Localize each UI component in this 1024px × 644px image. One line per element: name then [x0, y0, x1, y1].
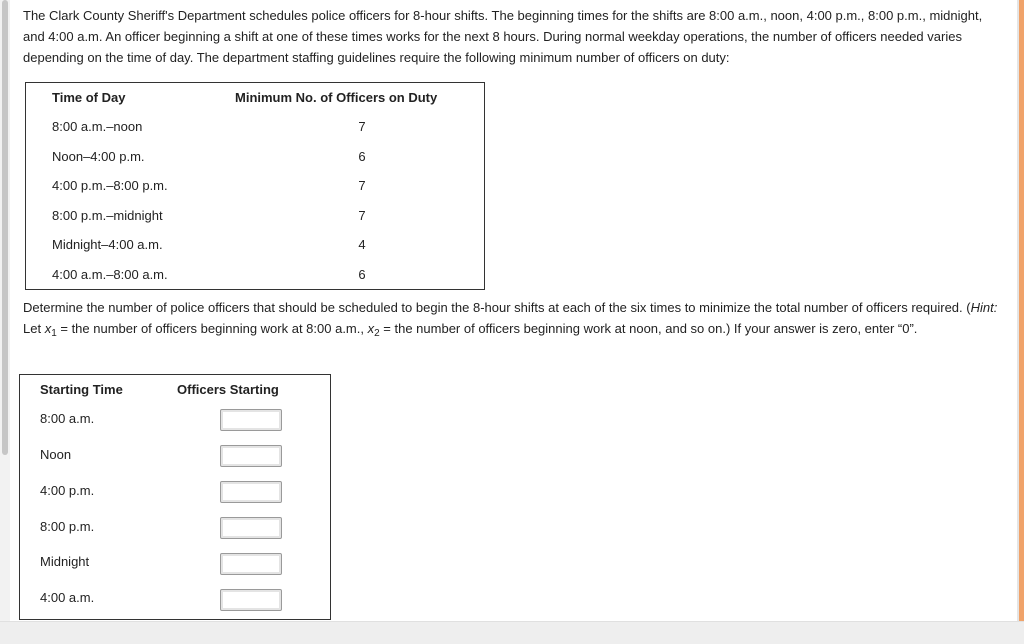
requirements-row-time: 4:00 p.m.–8:00 p.m. — [52, 178, 168, 193]
requirements-row-time: 4:00 a.m.–8:00 a.m. — [52, 267, 168, 282]
question-part4: = the number of officers beginning work at noon, and so on.) If your answer is zero, enter “0”. — [379, 321, 918, 336]
requirements-row-time: Noon–4:00 p.m. — [52, 149, 145, 164]
requirements-table — [25, 82, 485, 290]
problem-intro: The Clark County Sheriff's Department schedules police officers for 8-hour shifts. The beginning times for the shifts are 8:00 a.m., noon, 4:00 p.m., 8:00 p.m., midnight, and 4:00 a.m. An officer beginning a shift at one of these times works for the next 8 hours. During normal weekday operations, the number of officers needed varies depending on the time of day. The department staffing guidelines require the following minimum number of officers on duty: — [23, 8, 983, 65]
answer-row-time: 8:00 p.m. — [40, 519, 95, 534]
question-part1: Determine the number of police officers that should be scheduled to begin the 8-hour shifts at each of the six times to minimize the total number of officers required. ( — [23, 300, 971, 315]
requirements-row-officers: 6 — [358, 149, 366, 164]
officers-starting-8pm-input[interactable] — [220, 517, 282, 539]
answer-header-officers: Officers Starting — [177, 382, 279, 397]
officers-starting-4am-input[interactable] — [220, 589, 282, 611]
requirements-header-time: Time of Day — [52, 90, 126, 105]
scrollbar-thumb[interactable] — [2, 0, 8, 455]
variable-x2-subscript: 2 — [374, 328, 380, 339]
variable-x2: x — [367, 321, 375, 336]
right-edge-accent — [1019, 0, 1024, 644]
bottom-bar — [0, 621, 1024, 644]
variable-x1: x — [44, 321, 52, 336]
variable-x1-subscript: 1 — [51, 328, 57, 339]
question-part2: Let — [23, 321, 45, 336]
question-text — [23, 297, 1003, 341]
requirements-row-time: Midnight–4:00 a.m. — [52, 237, 163, 252]
requirements-row-officers: 7 — [358, 119, 366, 134]
officers-starting-midnight-input[interactable] — [220, 553, 282, 575]
requirements-row-officers: 4 — [358, 237, 366, 252]
question-part3: = the number of officers beginning work at 8:00 a.m., — [56, 321, 368, 336]
hint-label: Hint: — [970, 300, 998, 315]
answer-row-time: 4:00 a.m. — [40, 590, 95, 605]
answer-row-time: Midnight — [40, 554, 90, 569]
requirements-row-officers: 7 — [358, 208, 366, 223]
answer-row-time: 4:00 p.m. — [40, 483, 95, 498]
requirements-row-time: 8:00 a.m.–noon — [52, 119, 143, 134]
officers-starting-noon-input[interactable] — [220, 445, 282, 467]
answer-header-time: Starting Time — [40, 382, 123, 397]
requirements-row-time: 8:00 p.m.–midnight — [52, 208, 163, 223]
requirements-row-officers: 6 — [358, 267, 366, 282]
answer-row-time: 8:00 a.m. — [40, 411, 95, 426]
requirements-header-officers: Minimum No. of Officers on Duty — [235, 90, 438, 105]
answer-row-time: Noon — [40, 447, 72, 462]
vertical-scrollbar[interactable] — [0, 0, 10, 644]
officers-starting-8am-input[interactable] — [220, 409, 282, 431]
officers-starting-4pm-input[interactable] — [220, 481, 282, 503]
answer-table — [19, 374, 331, 620]
requirements-row-officers: 7 — [358, 178, 366, 193]
